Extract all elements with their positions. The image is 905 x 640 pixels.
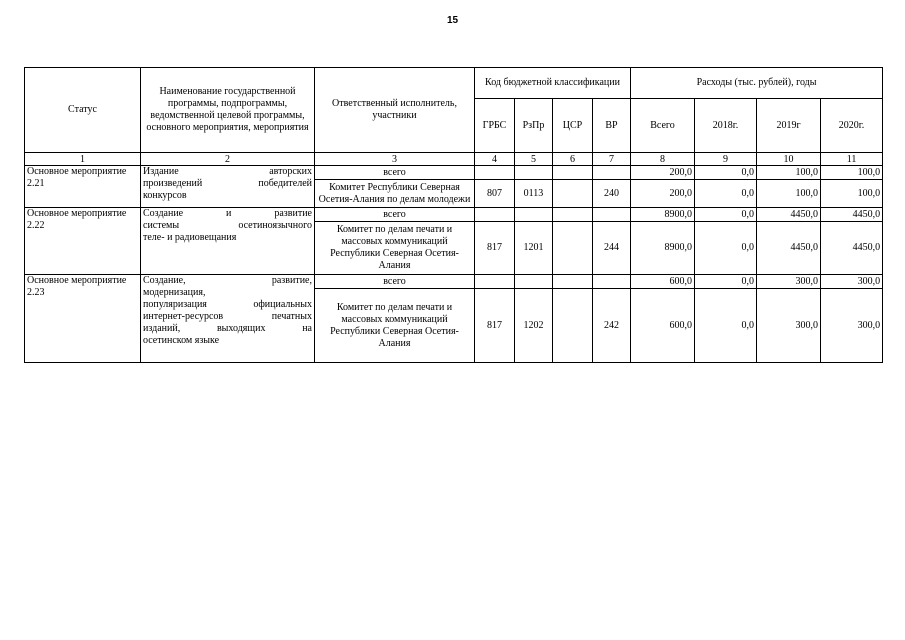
csr-cell — [553, 166, 593, 180]
header-responsible: Ответственный исполнитель, участники — [315, 68, 475, 153]
vr-cell: 242 — [593, 289, 631, 363]
header-csr: ЦСР — [553, 99, 593, 153]
rzpr-cell — [515, 166, 553, 180]
rzpr-cell — [515, 208, 553, 222]
total-cell: 600,0 — [631, 275, 695, 289]
total-cell: 600,0 — [631, 289, 695, 363]
measure-name-line: конкурсов — [143, 190, 187, 201]
header-grbs: ГРБС — [475, 99, 515, 153]
table-header — [25, 68, 883, 166]
status-cell: Основное мероприятие 2.22 — [25, 208, 141, 275]
column-number: 6 — [553, 153, 593, 166]
column-number: 8 — [631, 153, 695, 166]
column-number: 2 — [141, 153, 315, 166]
grbs-cell: 807 — [475, 180, 515, 208]
table-row — [25, 208, 883, 222]
rzpr-cell: 1201 — [515, 222, 553, 275]
header-2019: 2019г — [757, 99, 821, 153]
column-number: 10 — [757, 153, 821, 166]
total-cell: 200,0 — [631, 166, 695, 180]
header-2018: 2018г. — [695, 99, 757, 153]
y2019-cell: 300,0 — [757, 275, 821, 289]
y2018-cell: 0,0 — [695, 180, 757, 208]
table-row — [25, 166, 883, 180]
page-number: 15 — [446, 15, 459, 26]
vr-cell: 240 — [593, 180, 631, 208]
header-expenses: Расходы (тыс. рублей), годы — [631, 68, 883, 99]
table-row — [25, 275, 883, 289]
measure-name-line: модернизация, — [143, 287, 206, 298]
measure-name-line: изданий, выходящих на — [143, 323, 312, 334]
y2019-cell: 100,0 — [757, 166, 821, 180]
csr-cell — [553, 275, 593, 289]
executor-cell: Комитет Республики Северная Осетия-Алания по делам молодежи — [315, 180, 475, 208]
column-number-row — [25, 153, 883, 166]
y2018-cell: 0,0 — [695, 166, 757, 180]
executor-cell: Комитет по делам печати и массовых коммуникаций Республики Северная Осетия-Алания — [315, 222, 475, 275]
y2018-cell: 0,0 — [695, 208, 757, 222]
vr-cell — [593, 275, 631, 289]
vr-cell — [593, 208, 631, 222]
total-cell: 8900,0 — [631, 208, 695, 222]
y2019-cell: 300,0 — [757, 289, 821, 363]
table-body — [25, 166, 883, 363]
executor-cell: Комитет по делам печати и массовых коммуникаций Республики Северная Осетия-Алания — [315, 289, 475, 363]
measure-name-line: произведений победителей — [143, 178, 312, 189]
header-vr: ВР — [593, 99, 631, 153]
column-number: 11 — [821, 153, 883, 166]
measure-name-line: Создание и развитие — [143, 208, 312, 219]
measure-name-line: системы осетиноязычного — [143, 220, 312, 231]
budget-table — [24, 67, 883, 363]
column-number: 3 — [315, 153, 475, 166]
header-budget-code: Код бюджетной классификации — [475, 68, 631, 99]
y2018-cell: 0,0 — [695, 289, 757, 363]
measure-name-line: теле- и радиовещания — [143, 232, 237, 243]
column-number: 9 — [695, 153, 757, 166]
grbs-cell — [475, 275, 515, 289]
csr-cell — [553, 180, 593, 208]
csr-cell — [553, 222, 593, 275]
column-number: 1 — [25, 153, 141, 166]
y2020-cell: 300,0 — [821, 275, 883, 289]
column-number: 7 — [593, 153, 631, 166]
measure-name-line: Издание авторских — [143, 166, 312, 177]
y2019-cell: 4450,0 — [757, 222, 821, 275]
total-cell: 8900,0 — [631, 222, 695, 275]
header-2020: 2020г. — [821, 99, 883, 153]
y2018-cell: 0,0 — [695, 222, 757, 275]
header-status: Статус — [25, 68, 141, 153]
measure-name-cell — [141, 275, 315, 363]
measure-name-line: популяризация официальных — [143, 299, 312, 310]
vr-cell — [593, 166, 631, 180]
y2019-cell: 100,0 — [757, 180, 821, 208]
rzpr-cell: 1202 — [515, 289, 553, 363]
measure-name-cell — [141, 208, 315, 275]
total-label-cell: всего — [315, 166, 475, 180]
y2018-cell: 0,0 — [695, 275, 757, 289]
grbs-cell: 817 — [475, 289, 515, 363]
rzpr-cell: 0113 — [515, 180, 553, 208]
y2020-cell: 100,0 — [821, 180, 883, 208]
measure-name-line: осетинском языке — [143, 335, 220, 346]
total-label-cell: всего — [315, 208, 475, 222]
rzpr-cell — [515, 275, 553, 289]
grbs-cell — [475, 208, 515, 222]
measure-name-line: Создание, развитие, — [143, 275, 312, 286]
csr-cell — [553, 289, 593, 363]
y2019-cell: 4450,0 — [757, 208, 821, 222]
status-cell: Основное мероприятие 2.21 — [25, 166, 141, 208]
header-total: Всего — [631, 99, 695, 153]
vr-cell: 244 — [593, 222, 631, 275]
y2020-cell: 300,0 — [821, 289, 883, 363]
grbs-cell — [475, 166, 515, 180]
header-name: Наименование государственной программы, подпрограммы, ведомственной целевой программы, основного мероприятия, мероприятия — [141, 68, 315, 153]
total-label-cell: всего — [315, 275, 475, 289]
y2020-cell: 4450,0 — [821, 222, 883, 275]
column-number: 4 — [475, 153, 515, 166]
measure-name-cell — [141, 166, 315, 208]
grbs-cell: 817 — [475, 222, 515, 275]
column-number: 5 — [515, 153, 553, 166]
header-rzpr: РзПр — [515, 99, 553, 153]
total-cell: 200,0 — [631, 180, 695, 208]
csr-cell — [553, 208, 593, 222]
status-cell: Основное мероприятие 2.23 — [25, 275, 141, 363]
measure-name-line: интернет-ресурсов печатных — [143, 311, 312, 322]
y2020-cell: 4450,0 — [821, 208, 883, 222]
y2020-cell: 100,0 — [821, 166, 883, 180]
